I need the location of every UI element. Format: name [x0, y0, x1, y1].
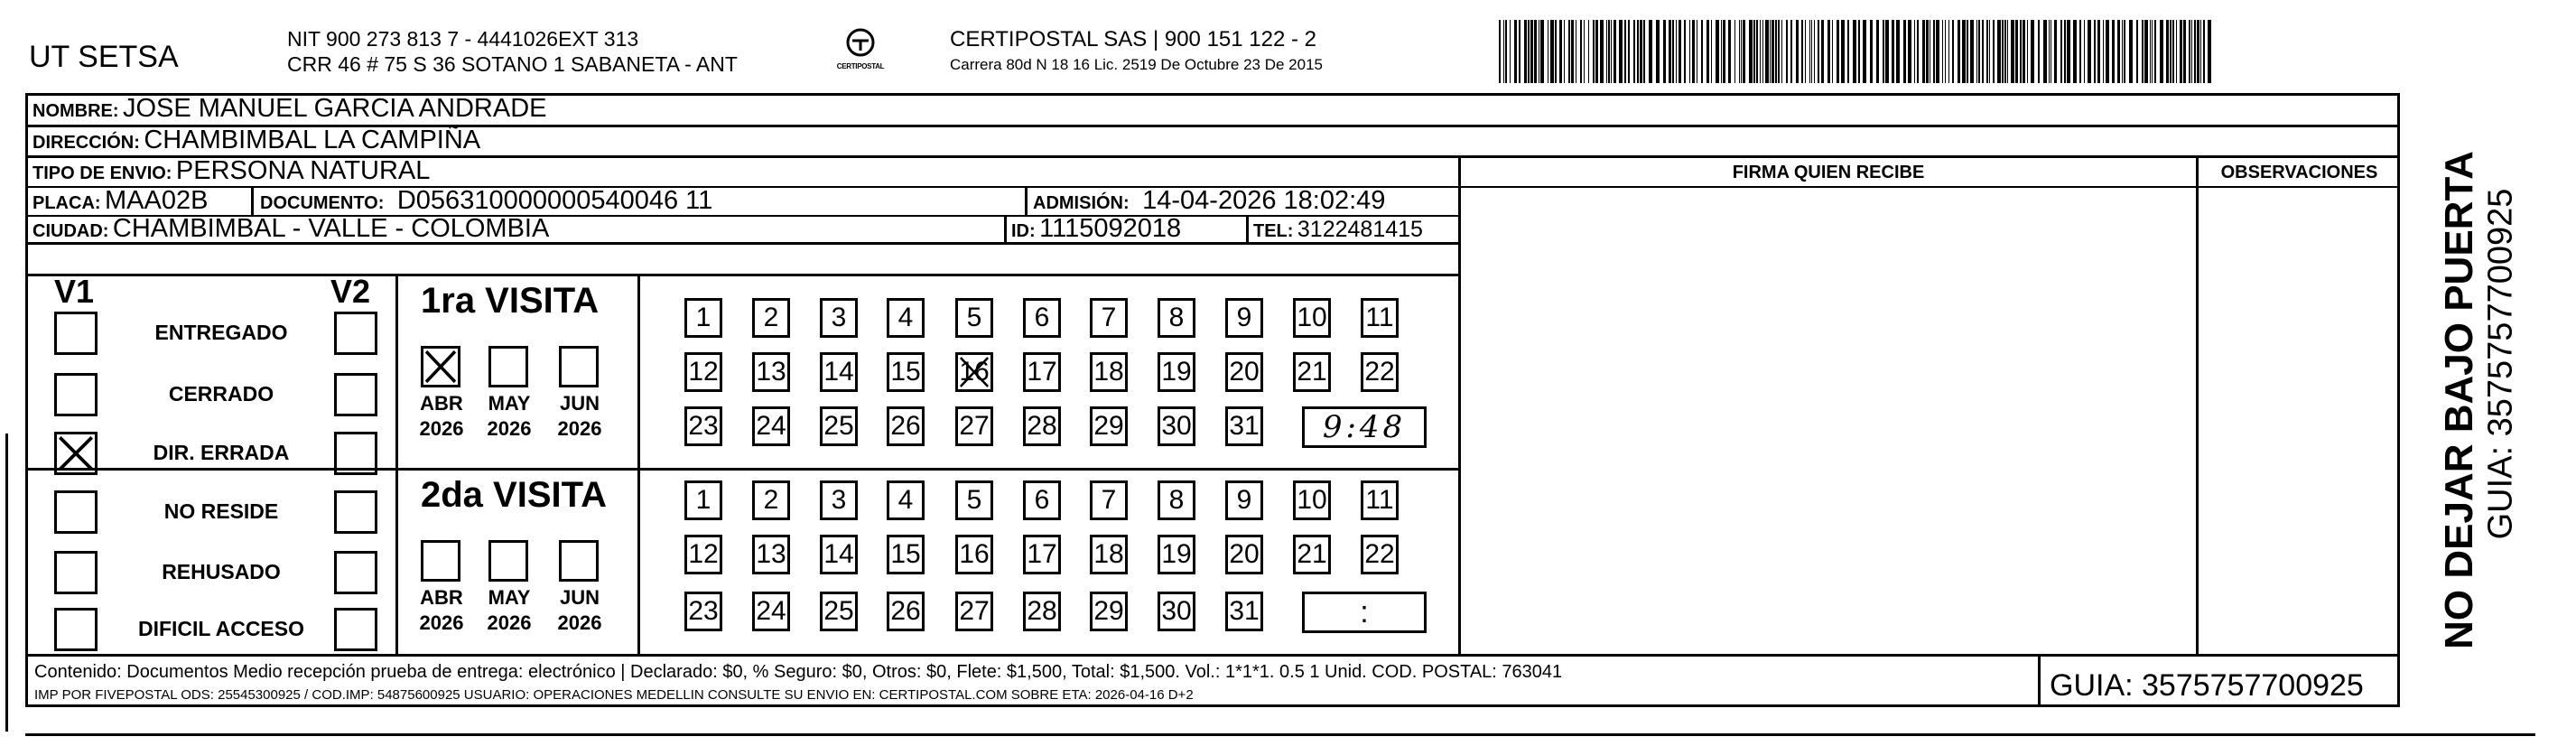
v2-header: V2 [330, 273, 371, 310]
tipo-row [33, 156, 430, 186]
v2-checkbox[interactable] [334, 432, 377, 475]
day-checkbox[interactable] [1361, 480, 1399, 520]
day-checkbox[interactable] [1361, 298, 1399, 338]
v1-checkbox[interactable] [54, 608, 98, 651]
day-checkbox[interactable] [1158, 406, 1195, 446]
day-number: 16 [959, 357, 990, 387]
id-label: ID: [1011, 221, 1036, 241]
scan-margin-mark [5, 434, 8, 732]
day-number: 18 [1093, 357, 1124, 387]
carrier-line: CERTIPOSTAL SAS | 900 151 122 - 2 [950, 27, 1316, 51]
day-checkbox[interactable] [1158, 298, 1195, 338]
nombre-row [33, 94, 546, 124]
day-checkbox[interactable] [684, 352, 722, 392]
day-number: 13 [756, 357, 786, 387]
day-number: 9 [1236, 303, 1252, 332]
day-number: 11 [1365, 485, 1394, 515]
day-number: 20 [1229, 357, 1260, 387]
day-checkbox[interactable] [1293, 352, 1331, 392]
day-number: 14 [823, 539, 854, 569]
day-number: 16 [959, 539, 990, 569]
day-number: 29 [1093, 596, 1124, 626]
day-number: 27 [959, 596, 990, 626]
nit-line: NIT 900 273 813 7 - 4441026EXT 313 [287, 27, 639, 51]
day-checkbox[interactable] [1023, 352, 1061, 392]
day-number: 19 [1161, 539, 1192, 569]
visit-title: 2da VISITA [421, 475, 607, 515]
v1-checkbox[interactable] [54, 312, 98, 355]
day-number: 4 [897, 485, 914, 515]
day-checkbox[interactable] [887, 298, 925, 338]
tel-field [1253, 217, 1423, 243]
visit-time-value: : [1360, 594, 1369, 629]
v1-checkbox[interactable] [54, 490, 98, 534]
footer-contents: Contenido: Documentos Medio recepción prueba de entrega: electrónico | Declarado: $0, % Seguro: $0, Otros: $0, Flete: $1,500, Total: $1,500. Vol.: 1*1*1. 0.5 1 Unid. COD. POSTAL: 763041 [34, 662, 1563, 682]
month-checkbox[interactable] [559, 346, 599, 387]
day-checkbox[interactable] [820, 406, 858, 446]
x-mark-icon [423, 349, 458, 385]
day-checkbox[interactable] [1361, 535, 1399, 574]
company-name: UT SETSA [29, 40, 179, 74]
day-checkbox[interactable] [1023, 406, 1061, 446]
day-number: 8 [1168, 303, 1185, 332]
visit-time-field[interactable] [1302, 592, 1427, 633]
day-checkbox[interactable] [955, 535, 993, 574]
logo-text: CERTIPOSTAL [836, 62, 885, 70]
day-number: 24 [756, 596, 786, 626]
tipo-value: PERSONA NATURAL [175, 156, 431, 185]
day-checkbox[interactable] [1090, 535, 1128, 574]
status-label: REHUSADO [162, 560, 281, 583]
month-year: 2026 [487, 417, 532, 440]
day-checkbox[interactable] [1023, 480, 1061, 520]
day-checkbox[interactable] [1090, 406, 1128, 446]
day-number: 2 [763, 303, 779, 332]
day-checkbox[interactable] [820, 298, 858, 338]
day-number: 23 [688, 411, 719, 441]
status-label: NO RESIDE [163, 499, 279, 523]
month-label [478, 391, 541, 442]
v1-checkbox[interactable] [54, 373, 98, 416]
day-checkbox[interactable] [752, 535, 790, 574]
day-checkbox[interactable] [1158, 480, 1195, 520]
day-number: 5 [966, 485, 982, 515]
day-number: 26 [890, 411, 921, 441]
license-line: Carrera 80d N 18 16 Lic. 2519 De Octubre 23 De 2015 [950, 56, 1323, 73]
v2-checkbox[interactable] [334, 551, 377, 594]
visit-time-field[interactable] [1302, 406, 1427, 448]
x-mark-icon [958, 355, 990, 389]
admision-label: ADMISIÓN: [1033, 193, 1130, 213]
day-number: 2 [763, 485, 779, 515]
day-number: 27 [959, 411, 990, 441]
day-checkbox[interactable] [955, 298, 993, 338]
month-name: ABR [420, 392, 463, 415]
day-number: 20 [1229, 539, 1260, 569]
placa-label: PLACA: [33, 193, 101, 213]
barcode [1499, 20, 2221, 83]
v2-checkbox[interactable] [334, 608, 377, 651]
day-number: 4 [897, 303, 914, 332]
nombre-value: JOSE MANUEL GARCIA ANDRADE [123, 94, 547, 123]
day-checkbox[interactable] [752, 480, 790, 520]
day-number: 17 [1027, 539, 1057, 569]
firma-header: FIRMA QUIEN RECIBE [1732, 163, 1925, 182]
day-number: 31 [1229, 411, 1260, 441]
status-label: DIFICIL ACCESO [137, 617, 304, 640]
day-number: 28 [1027, 411, 1057, 441]
month-year: 2026 [557, 417, 602, 440]
day-checkbox[interactable] [887, 535, 925, 574]
day-checkbox[interactable] [1293, 480, 1331, 520]
certipostal-logo [829, 27, 892, 74]
nombre-label: NOMBRE: [33, 101, 119, 121]
documento-field [260, 186, 712, 216]
month-name: JUN [559, 392, 600, 415]
month-checkbox[interactable] [488, 346, 528, 387]
day-checkbox[interactable] [752, 592, 790, 631]
day-number: 5 [966, 303, 982, 332]
placa-value: MAA02B [105, 186, 209, 215]
day-number: 10 [1297, 303, 1327, 332]
visit-time-value: 9:48 [1322, 409, 1407, 445]
documento-value: D056310000000540046 11 [396, 186, 713, 215]
documento-label: DOCUMENTO: [260, 193, 385, 213]
day-number: 9 [1236, 485, 1252, 515]
side-vertical-text [2404, 93, 2520, 707]
day-number: 25 [823, 596, 854, 626]
admision-field [1033, 186, 1385, 216]
day-checkbox[interactable] [1090, 352, 1128, 392]
day-number: 17 [1027, 357, 1057, 387]
day-number: 15 [890, 357, 921, 387]
day-number: 31 [1229, 596, 1260, 626]
day-number: 30 [1161, 411, 1192, 441]
day-checkbox[interactable] [1090, 298, 1128, 338]
day-number: 15 [890, 539, 921, 569]
month-name: ABR [420, 586, 463, 609]
month-label [548, 585, 611, 636]
day-number: 7 [1101, 303, 1117, 332]
day-checkbox[interactable] [684, 535, 722, 574]
day-checkbox[interactable] [1293, 298, 1331, 338]
day-checkbox[interactable] [752, 406, 790, 446]
day-checkbox[interactable] [752, 298, 790, 338]
day-checkbox[interactable] [1225, 406, 1263, 446]
month-label [548, 391, 611, 442]
day-checkbox[interactable] [1158, 592, 1195, 631]
placa-field [33, 186, 208, 216]
bottom-margin-line [25, 733, 2535, 736]
day-number: 6 [1034, 303, 1050, 332]
day-checkbox[interactable] [887, 592, 925, 631]
v1-checkbox[interactable] [54, 551, 98, 594]
month-year: 2026 [557, 611, 602, 634]
observaciones-header: OBSERVACIONES [2220, 163, 2378, 182]
day-checkbox[interactable] [684, 406, 722, 446]
status-label: ENTREGADO [154, 321, 288, 344]
day-number: 11 [1365, 303, 1394, 332]
day-checkbox[interactable] [955, 480, 993, 520]
day-checkbox[interactable] [1023, 535, 1061, 574]
direccion-label: DIRECCIÓN: [33, 133, 140, 153]
month-name: MAY [488, 392, 531, 415]
v1-checkbox[interactable] [54, 432, 98, 475]
footer-guia: GUIA: 3575757700925 [2050, 668, 2364, 703]
day-checkbox[interactable] [1158, 352, 1195, 392]
day-number: 1 [695, 303, 711, 332]
day-number: 19 [1161, 357, 1192, 387]
day-number: 23 [688, 596, 719, 626]
month-checkbox[interactable] [421, 540, 460, 582]
tel-value: 3122481415 [1297, 217, 1423, 242]
v2-checkbox[interactable] [334, 490, 377, 534]
day-checkbox[interactable] [1225, 352, 1263, 392]
day-checkbox[interactable] [955, 406, 993, 446]
day-number: 14 [823, 357, 854, 387]
side-guia: GUIA: 3575757700925 [2481, 188, 2520, 540]
day-checkbox[interactable] [887, 352, 925, 392]
id-value: 1115092018 [1039, 214, 1182, 243]
footer-print-info: IMP POR FIVEPOSTAL ODS: 25545300925 / COD.IMP: 54875600925 USUARIO: OPERACIONES MEDELLIN CONSULTE SU ENVIO EN: CERTIPOSTAL.COM SOBRE ETA: 2026-04-16 D+2 [34, 687, 1194, 703]
day-checkbox[interactable] [1090, 592, 1128, 631]
tel-label: TEL: [1253, 221, 1294, 241]
direccion-value: CHAMBIMBAL LA CAMPIÑA [144, 126, 481, 154]
day-number: 12 [688, 357, 719, 387]
status-label: DIR. ERRADA [153, 441, 290, 464]
day-checkbox[interactable] [684, 480, 722, 520]
month-checkbox[interactable] [488, 540, 528, 582]
day-number: 29 [1093, 411, 1124, 441]
day-checkbox[interactable] [887, 480, 925, 520]
tipo-label: TIPO DE ENVIO: [33, 163, 172, 183]
v1-header: V1 [54, 273, 95, 310]
visit-title: 1ra VISITA [421, 281, 600, 321]
day-checkbox[interactable] [684, 592, 722, 631]
month-year: 2026 [419, 417, 464, 440]
no-dejar-bajo-puerta-warning: NO DEJAR BAJO PUERTA [2437, 151, 2481, 649]
day-checkbox[interactable] [955, 352, 993, 392]
month-name: MAY [488, 586, 531, 609]
day-checkbox[interactable] [1225, 298, 1263, 338]
month-name: JUN [559, 586, 600, 609]
month-checkbox[interactable] [559, 540, 599, 582]
ciudad-field [33, 214, 549, 244]
day-checkbox[interactable] [820, 480, 858, 520]
day-number: 22 [1364, 539, 1395, 569]
day-checkbox[interactable] [1090, 480, 1128, 520]
day-number: 22 [1364, 357, 1395, 387]
status-label: CERRADO [168, 382, 274, 406]
day-number: 6 [1034, 485, 1050, 515]
day-number: 24 [756, 411, 786, 441]
id-field [1011, 214, 1181, 244]
ciudad-label: CIUDAD: [33, 221, 109, 241]
day-checkbox[interactable] [820, 592, 858, 631]
address-line: CRR 46 # 75 S 36 SOTANO 1 SABANETA - ANT [287, 52, 738, 76]
logo-icon [845, 27, 876, 58]
month-year: 2026 [487, 611, 532, 634]
day-number: 21 [1297, 357, 1327, 387]
day-number: 3 [831, 485, 847, 515]
month-year: 2026 [419, 611, 464, 634]
day-checkbox[interactable] [820, 535, 858, 574]
month-label [478, 585, 541, 636]
day-number: 12 [688, 539, 719, 569]
day-number: 10 [1297, 485, 1327, 515]
day-number: 30 [1161, 596, 1192, 626]
header [0, 0, 2576, 95]
day-checkbox[interactable] [955, 592, 993, 631]
day-checkbox[interactable] [1293, 535, 1331, 574]
v2-checkbox[interactable] [334, 373, 377, 416]
month-checkbox[interactable] [421, 346, 460, 387]
admision-value: 14-04-2026 18:02:49 [1142, 186, 1386, 215]
month-label [410, 391, 473, 442]
day-checkbox[interactable] [1158, 535, 1195, 574]
day-number: 13 [756, 539, 786, 569]
day-checkbox[interactable] [1225, 535, 1263, 574]
day-number: 21 [1297, 539, 1327, 569]
day-number: 18 [1093, 539, 1124, 569]
day-number: 28 [1027, 596, 1057, 626]
day-checkbox[interactable] [1225, 592, 1263, 631]
day-checkbox[interactable] [1225, 480, 1263, 520]
day-checkbox[interactable] [752, 352, 790, 392]
day-number: 25 [823, 411, 854, 441]
day-checkbox[interactable] [1361, 352, 1399, 392]
day-number: 7 [1101, 485, 1117, 515]
day-checkbox[interactable] [820, 352, 858, 392]
day-number: 1 [695, 485, 711, 515]
x-mark-icon [57, 434, 95, 472]
day-number: 26 [890, 596, 921, 626]
day-checkbox[interactable] [1023, 592, 1061, 631]
direccion-row [33, 126, 480, 155]
day-number: 3 [831, 303, 847, 332]
day-checkbox[interactable] [887, 406, 925, 446]
v2-checkbox[interactable] [334, 312, 377, 355]
month-label [410, 585, 473, 636]
day-checkbox[interactable] [684, 298, 722, 338]
day-number: 8 [1168, 485, 1185, 515]
day-checkbox[interactable] [1023, 298, 1061, 338]
ciudad-value: CHAMBIMBAL - VALLE - COLOMBIA [112, 214, 550, 243]
